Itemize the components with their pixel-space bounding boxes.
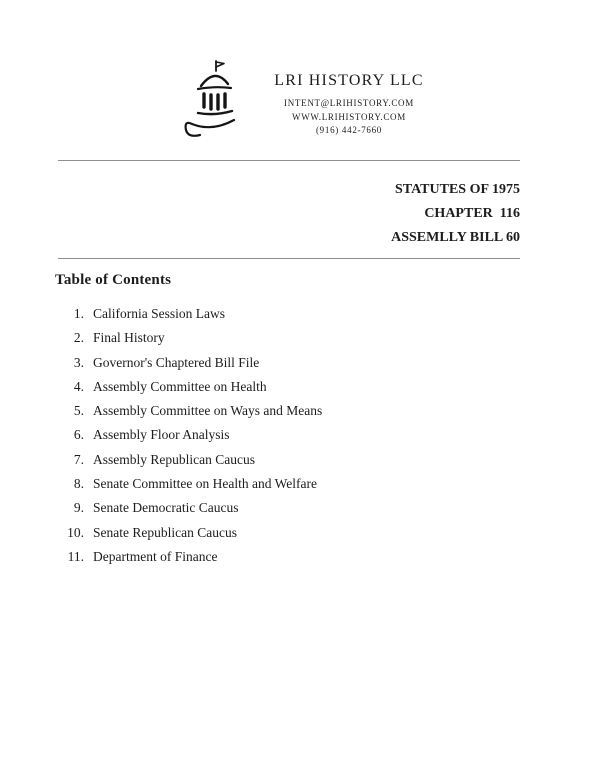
- toc-item-number: 7.: [73, 451, 84, 467]
- toc-item-label: Assembly Committee on Health: [93, 378, 267, 394]
- toc-item-label: California Session Laws: [93, 306, 225, 321]
- toc-list: [55, 306, 485, 573]
- toc-item: [55, 355, 485, 379]
- toc-item-number: 1.: [73, 306, 84, 321]
- toc-item: [55, 403, 485, 427]
- chapter-line: CHAPTER 116: [424, 206, 520, 221]
- toc-item-number: 11.: [67, 548, 84, 564]
- toc-item-number: 8.: [73, 476, 84, 492]
- toc-item-number: 2.: [73, 330, 84, 346]
- toc-item: [55, 330, 485, 354]
- toc-item-number: 4.: [73, 378, 84, 394]
- toc-item-label: Senate Committee on Health and Welfare: [93, 476, 317, 492]
- statutes-line: STATUTES OF 1975: [395, 182, 520, 197]
- toc-item: [55, 549, 485, 573]
- toc-item-label: Senate Republican Caucus: [93, 524, 237, 540]
- toc-item-label: Senate Democratic Caucus: [93, 500, 239, 516]
- toc-item: [55, 452, 485, 476]
- toc-item: [55, 476, 485, 500]
- company-name: LRI HISTORY LLC: [274, 72, 424, 89]
- toc-item-number: 5.: [73, 403, 84, 419]
- company-website: WWW.LRIHISTORY.COM: [292, 111, 406, 122]
- toc-item: [55, 379, 485, 403]
- statute-reference-block: [391, 178, 520, 250]
- company-email: INTENT@LRIHISTORY.COM: [284, 98, 414, 108]
- company-phone: (916) 442-7660: [315, 125, 383, 135]
- divider-bottom: [58, 258, 520, 259]
- toc-item-label: Assembly Republican Caucus: [93, 451, 255, 467]
- letterhead: [0, 58, 600, 150]
- toc-item: [55, 525, 485, 549]
- toc-item-label: Assembly Floor Analysis: [93, 427, 230, 443]
- toc-item-label: Governor's Chaptered Bill File: [93, 354, 260, 370]
- toc-title: Table of Contents: [55, 272, 172, 288]
- toc-item-number: 3.: [73, 354, 84, 370]
- toc-item-label: Final History: [93, 330, 165, 346]
- toc-item: [55, 306, 485, 330]
- toc-item-number: 6.: [73, 427, 84, 443]
- toc-item-label: Assembly Committee on Ways and Means: [93, 403, 323, 419]
- bill-line: ASSEMLLY BILL 60: [391, 230, 520, 245]
- toc-item-number: 10.: [67, 524, 84, 540]
- letterhead-text: [274, 58, 424, 138]
- divider-top: [58, 160, 520, 161]
- capitol-sketch-logo-icon: [176, 58, 254, 150]
- toc-item: [55, 500, 485, 524]
- toc-item: [55, 427, 485, 451]
- toc-item-label: Department of Finance: [93, 548, 218, 564]
- toc-item-number: 9.: [73, 500, 84, 516]
